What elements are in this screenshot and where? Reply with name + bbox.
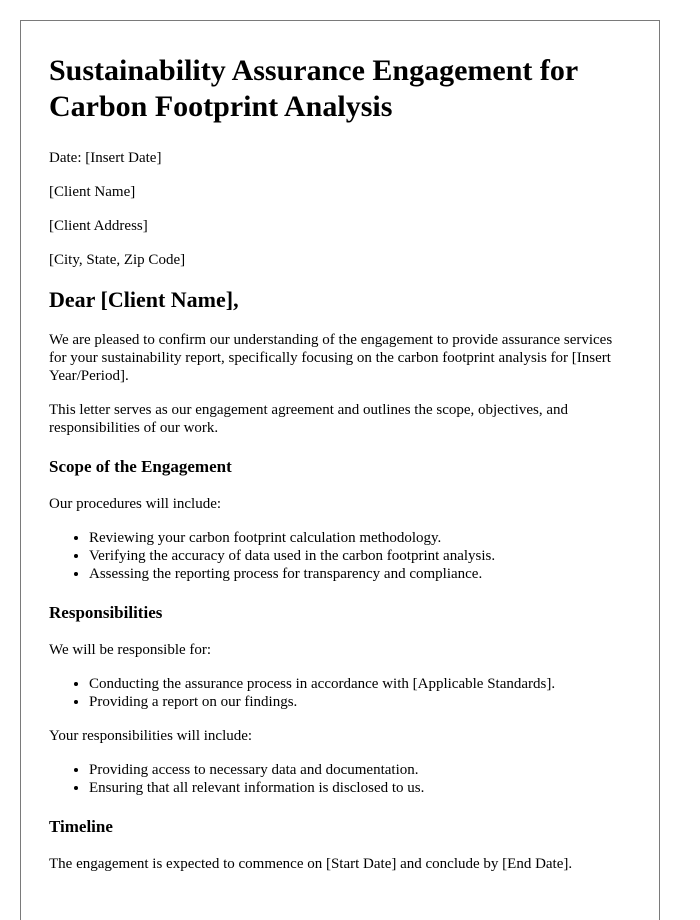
client-name-line: [Client Name] [49, 184, 136, 200]
intro-paragraph: This letter serves as our engagement agreement and outlines the scope, objectives, and responsibilities of our work. [49, 402, 568, 436]
list-item: • Providing access to necessary data and documentation. [89, 761, 631, 779]
list-item: • Conducting the assurance process in accordance with [Applicable Standards]. [89, 675, 631, 693]
date-line: Date: [Insert Date] [49, 150, 162, 166]
letter-title: Sustainability Assurance Engagement for Carbon Footprint Analysis [49, 54, 578, 123]
salutation: Dear [Client Name], [49, 287, 239, 312]
your-responsibilities-lead: Your responsibilities will include: [49, 728, 253, 744]
scope-list [49, 529, 631, 583]
responsibilities-heading: Responsibilities [49, 603, 163, 622]
list-item: • Assessing the reporting process for transparency and compliance. [89, 565, 631, 583]
city-state-zip-line: [City, State, Zip Code] [49, 252, 186, 268]
client-address-line: [Client Address] [49, 218, 148, 234]
your-responsibilities-list [49, 761, 631, 797]
scope-lead: Our procedures will include: [49, 496, 222, 512]
list-item: • Providing a report on our findings. [89, 693, 631, 711]
intro-paragraph: We are pleased to confirm our understanding of the engagement to provide assurance services for your sustainability report, specifically focusing on the carbon footprint analysis for [Insert Year/Period]. [49, 332, 613, 384]
timeline-heading: Timeline [49, 817, 113, 836]
our-responsibilities-list [49, 675, 631, 711]
list-item: • Reviewing your carbon footprint calculation methodology. [89, 529, 631, 547]
scope-heading: Scope of the Engagement [49, 457, 232, 476]
our-responsibilities-lead: We will be responsible for: [49, 642, 212, 658]
list-item: • Verifying the accuracy of data used in the carbon footprint analysis. [89, 547, 631, 565]
list-item: • Ensuring that all relevant information is disclosed to us. [89, 779, 631, 797]
letter-meta [49, 149, 631, 269]
timeline-text: The engagement is expected to commence on [Start Date] and conclude by [End Date]. [49, 856, 573, 872]
engagement-letter [20, 20, 660, 920]
